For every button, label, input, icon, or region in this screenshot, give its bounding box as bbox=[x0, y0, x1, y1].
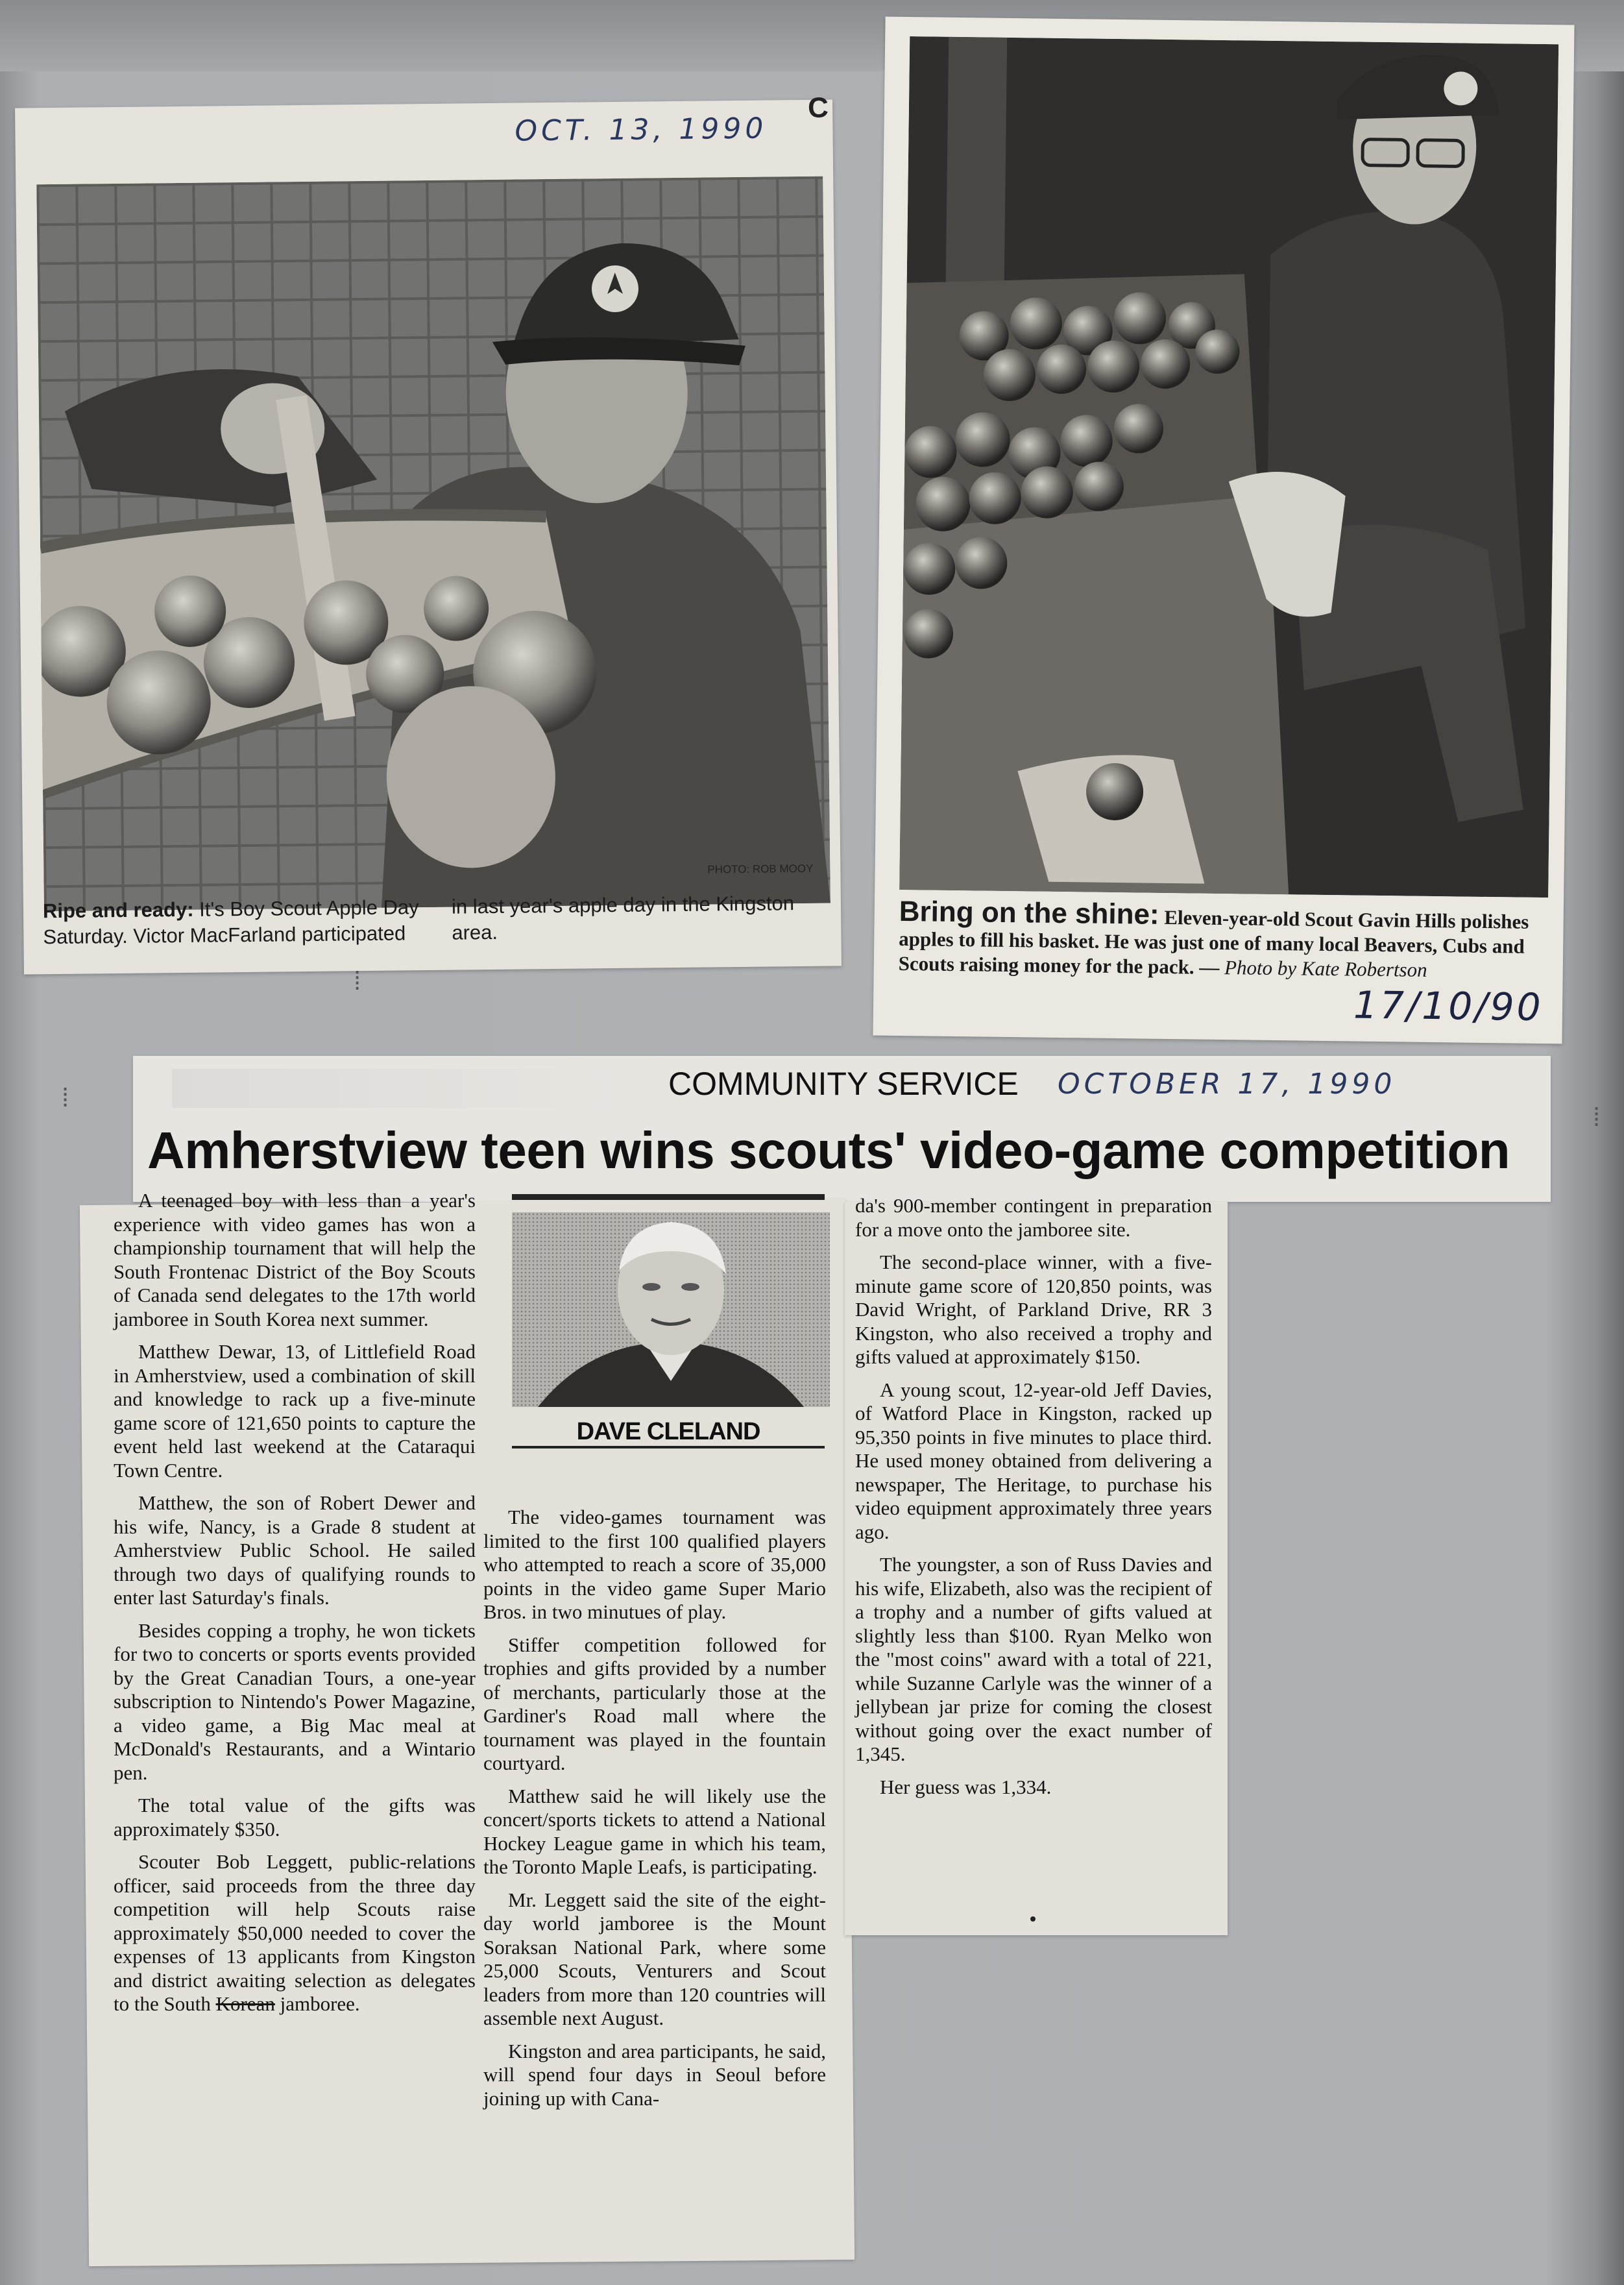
article-column-3 bbox=[855, 1194, 1212, 1808]
portrait-photo-image bbox=[512, 1212, 830, 1407]
paragraph bbox=[114, 1850, 476, 2016]
paragraph: Besides copping a trophy, he won tickets for two to concerts or sports events provided by the Great Canadian Tours, a one-year subscription to Nintendo's Power Magazine, a video game, a Big Mac meal at McDonald's Restaurants, and a Wintario pen. bbox=[114, 1619, 476, 1784]
portrait-name: DAVE CLELAND bbox=[576, 1418, 760, 1445]
corner-mark: C bbox=[807, 92, 829, 124]
paragraph: A teenaged boy with less than a year's experience with video games has won a championship tournament that will help the South Frontenac District of the Boy Scouts of Canada send delegates to the 17th world jamboree in South Korea next summer. bbox=[114, 1189, 476, 1330]
caption-text: Eleven-year-old Scout Gavin Hills polishes apples to fill his basket. He was just one of many local Beavers, Cubs and Scouts raising money for the pack. — bbox=[898, 905, 1529, 979]
article-column-1 bbox=[114, 1189, 476, 2025]
bleed-through-text bbox=[172, 1069, 626, 1108]
paragraph: A young scout, 12-year-old Jeff Davies, of Watford Place in Kingston, racked up 95,350 points in five minutes to place third. He used money obtained from delivering a newspaper, The Heritage, to purchase his video equipment approximately three years ago. bbox=[855, 1378, 1212, 1543]
paragraph: The video-games tournament was limited to the first 100 qualified players who attempted to reach a score of 35,000 points in the video game Super Mario Bros. in two minutues of play. bbox=[483, 1506, 826, 1623]
paragraph: Her guess was 1,334. bbox=[880, 1775, 1052, 1798]
portrait-photo bbox=[512, 1212, 830, 1407]
paragraph: Matthew said he will likely use the concert/sports tickets to attend a National Hockey League game in which his team, the Toronto Maple Leafs, is participating. bbox=[483, 1784, 826, 1878]
paragraph: Mr. Leggett said the site of the eight-day world jamboree is the Mount Soraksan National Park, where some 25,000 Scouts, Venturers and Scout leaders from more than 120 countries will assemble next August. bbox=[483, 1888, 826, 2029]
article-header bbox=[133, 1056, 1551, 1202]
paragraph-text: Scouter Bob Leggett, public-relations officer, said proceeds from the three day competition will help Scouts raise approximately $50,000 needed to cover the expenses of 13 applicants from Kingston and district awaiting selection as delegates to the South bbox=[114, 1850, 476, 2015]
photo-caption bbox=[43, 890, 835, 950]
paragraph: Matthew Dewar, 13, of Littlefield Road in Amherstview, used a combination of skill and knowledge to rack up a five-minute game score of 121,650 points to capture the event held last weekend at the Cataraqui Town Centre. bbox=[114, 1340, 476, 1482]
margin-mark: ⁞ bbox=[354, 967, 361, 996]
paragraph: Stiffer competition followed for trophies and gifts provided by a number of merchants, particularly those at the Gardiner's Road mall where the tournament was played in the fountain courtyard. bbox=[483, 1633, 826, 1774]
end-bullet bbox=[1030, 1916, 1036, 1922]
photo-scout-with-apple-basket bbox=[36, 177, 831, 980]
article-column-2 bbox=[483, 1506, 826, 2120]
handwritten-date: OCTOBER 17, 1990 bbox=[1058, 1068, 1396, 1101]
margin-mark: ⁞ bbox=[1593, 1103, 1601, 1132]
margin-mark: ⁞ bbox=[62, 1084, 69, 1112]
article-headline: Amherstview teen wins scouts' video-game competition bbox=[147, 1121, 1510, 1179]
divider bbox=[512, 1446, 825, 1448]
paragraph: Matthew, the son of Robert Dewer and his wife, Nancy, is a Grade 8 student at Amherstview Public School. He sailed through two days of qualifying rounds to enter last Saturday's finals. bbox=[114, 1491, 476, 1609]
caption-lead: Ripe and ready: bbox=[42, 898, 194, 923]
photo-caption-shine bbox=[898, 895, 1542, 984]
clipping-bring-on-the-shine bbox=[873, 17, 1574, 1044]
paragraph: da's 900-member contingent in preparation for a move onto the jamboree site. bbox=[855, 1194, 1212, 1241]
paragraph: Kingston and area participants, he said, will spend four days in Seoul before joining up with Cana- bbox=[483, 2039, 826, 2110]
paragraph: The youngster, a son of Russ Davies and his wife, Elizabeth, also was the recipient of a trophy and a number of gifts valued at slightly less than $100. Ryan Melko won the "most coins" award with a total of 221, while Suzanne Carlyle was the winner of a jellybean jar prize for coming the closest without going over the exact number of 1,345. bbox=[855, 1553, 1212, 1765]
paragraph: The total value of the gifts was approximately $350. bbox=[114, 1794, 476, 1840]
handwritten-date: 17/10/90 bbox=[1353, 983, 1544, 1030]
clipping-apple-day bbox=[15, 92, 842, 974]
paragraph-tail: jamboree. bbox=[280, 1992, 360, 2015]
photo-scout-polishing-apples-image bbox=[899, 36, 1558, 898]
divider bbox=[512, 1194, 825, 1200]
photo-credit: PHOTO: ROB MOOY bbox=[707, 862, 814, 876]
photo-scout-with-apple-basket-image bbox=[36, 177, 830, 912]
section-label: COMMUNITY SERVICE bbox=[668, 1066, 1019, 1102]
photo-scout-polishing-apples bbox=[899, 36, 1558, 898]
handwritten-date: OCT. 13, 1990 bbox=[515, 112, 768, 148]
struck-word: Korean bbox=[215, 1992, 275, 2015]
paragraph: The second-place winner, with a five-minute game score of 120,850 points, was David Wright, of Parkland Drive, RR 3 Kingston, who also received a trophy and gifts valued at approximately $150. bbox=[855, 1251, 1212, 1368]
caption-credit: Photo by Kate Robertson bbox=[1224, 956, 1427, 981]
portrait-box bbox=[503, 1194, 829, 1472]
caption-text: It's Boy Scout Apple Day Saturday. Victor MacFarland participated in last year's apple day in the Kingston area. bbox=[43, 892, 795, 949]
caption-lead: Bring on the shine: bbox=[899, 895, 1159, 931]
